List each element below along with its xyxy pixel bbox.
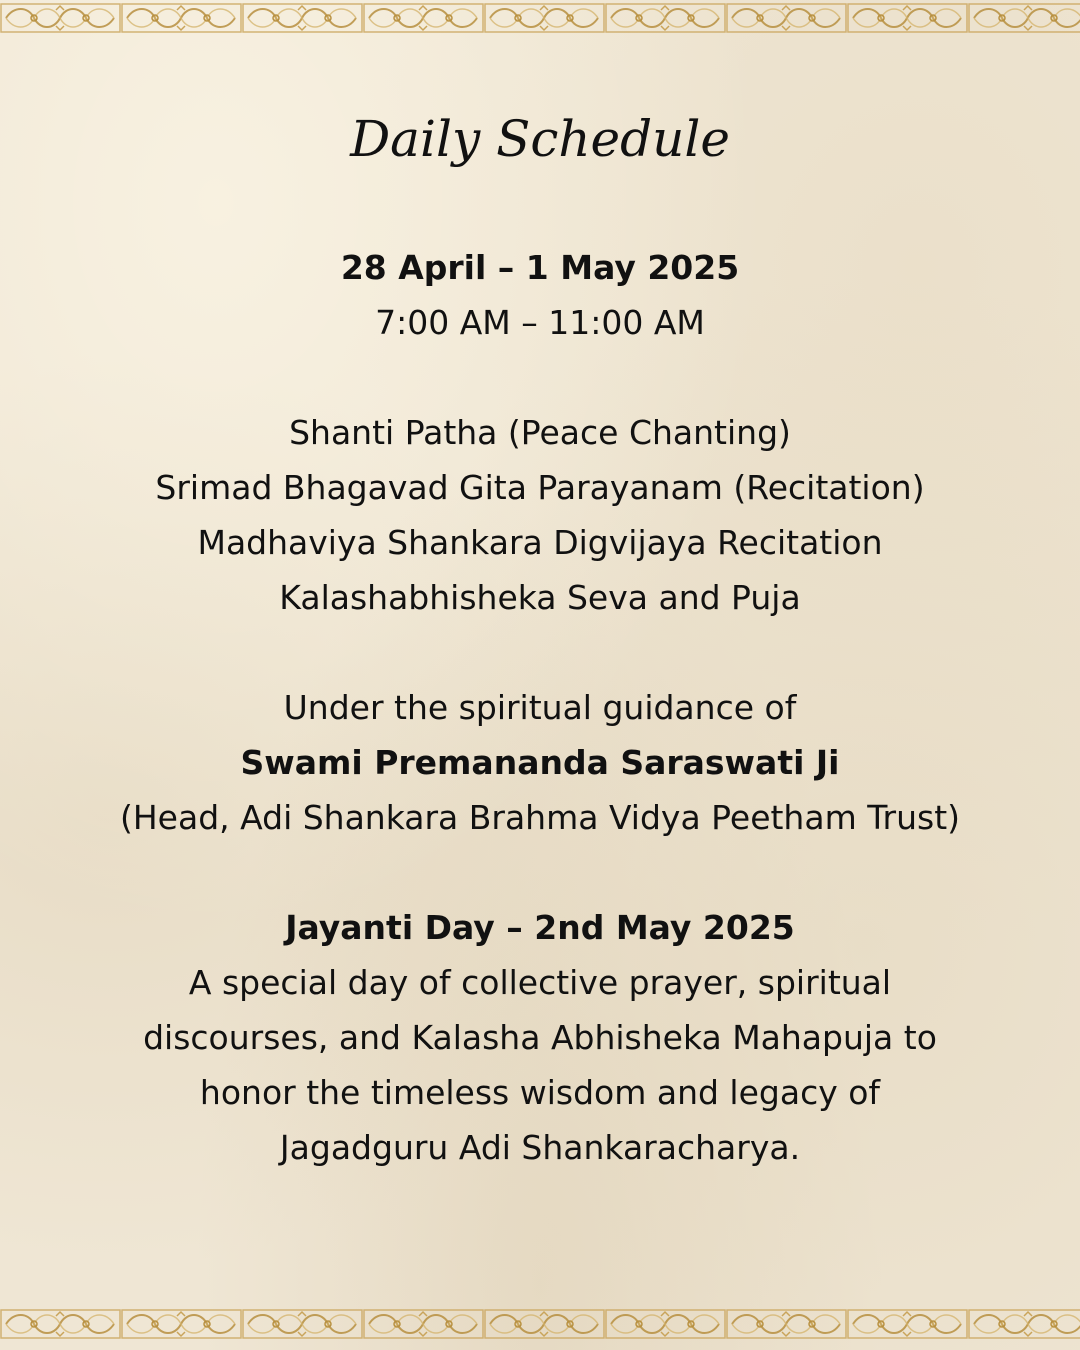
guidance-role: (Head, Adi Shankara Brahma Vidya Peetham Trust) bbox=[119, 798, 961, 837]
page-title: Daily Schedule bbox=[350, 110, 730, 168]
guidance-block bbox=[60, 680, 1020, 845]
schedule-time: 7:00 AM – 11:00 AM bbox=[375, 303, 705, 342]
jayanti-description-line: discourses, and Kalasha Abhisheka Mahapuja to bbox=[143, 1018, 937, 1057]
jayanti-description-line: Jagadguru Adi Shankaracharya. bbox=[279, 1128, 801, 1167]
activity-item: Madhaviya Shankara Digvijaya Recitation bbox=[197, 523, 883, 562]
jayanti-block bbox=[60, 900, 1020, 1175]
activity-item: Srimad Bhagavad Gita Parayanam (Recitation) bbox=[155, 468, 925, 507]
activity-item: Kalashabhisheka Seva and Puja bbox=[279, 578, 801, 617]
guidance-name: Swami Premananda Saraswati Ji bbox=[240, 743, 840, 782]
schedule-content bbox=[60, 240, 1020, 1175]
jayanti-heading: Jayanti Day – 2nd May 2025 bbox=[285, 908, 795, 947]
activities-list bbox=[60, 405, 1020, 625]
bottom-ornamental-border bbox=[0, 1306, 1080, 1342]
spacer bbox=[60, 845, 1020, 900]
guidance-intro: Under the spiritual guidance of bbox=[283, 688, 797, 727]
jayanti-description-line: A special day of collective prayer, spiritual bbox=[188, 963, 892, 1002]
activity-item: Shanti Patha (Peace Chanting) bbox=[289, 413, 791, 452]
spacer bbox=[60, 350, 1020, 405]
jayanti-description-line: honor the timeless wisdom and legacy of bbox=[199, 1073, 881, 1112]
top-ornamental-border bbox=[0, 0, 1080, 36]
spacer bbox=[60, 625, 1020, 680]
schedule-dates: 28 April – 1 May 2025 bbox=[340, 248, 740, 287]
